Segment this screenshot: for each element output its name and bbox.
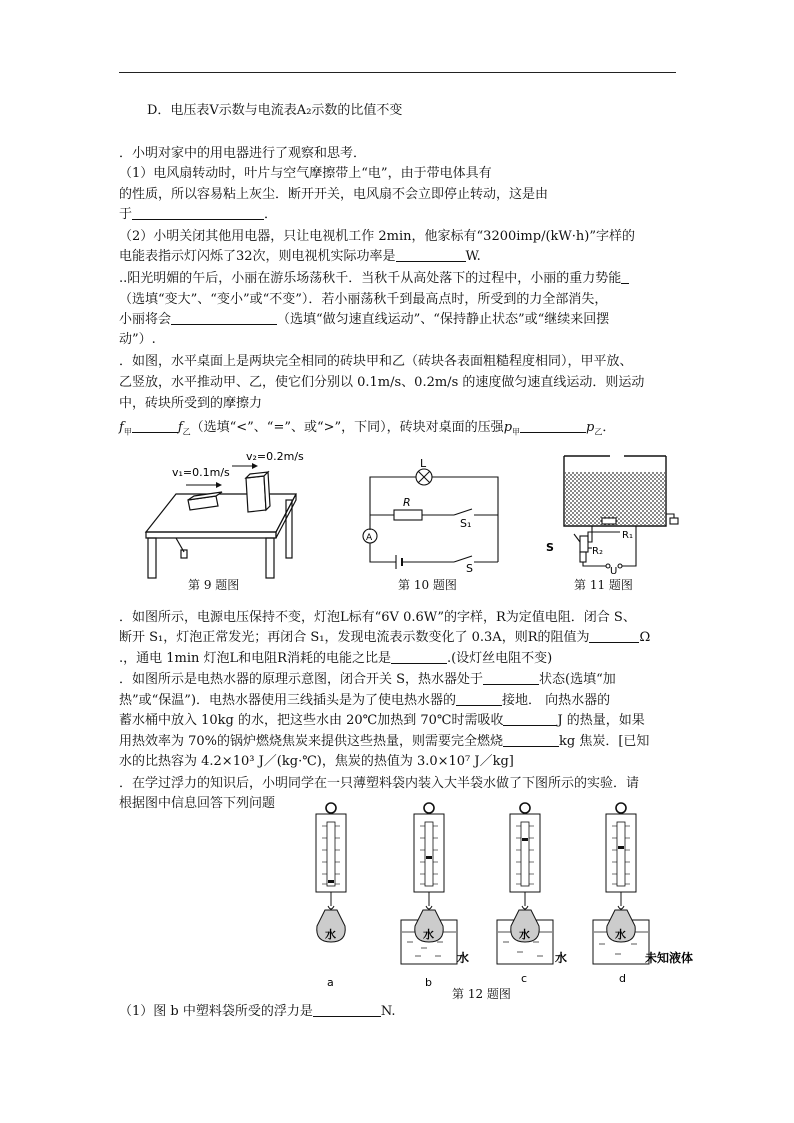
- figure-12-caption: 第 12 题图: [452, 987, 511, 1001]
- figure-10: [350, 455, 510, 575]
- svg-text:水: 水: [325, 928, 336, 941]
- answer-blank[interactable]: [503, 713, 557, 726]
- q8-part1-line1: （1）电风扇转动时，叶片与空气摩擦带上“电”，由于带电体具有: [119, 166, 492, 181]
- q9a-line4: 动”）.: [119, 332, 156, 347]
- answer-blank[interactable]: [503, 734, 559, 747]
- q11-line2: 热”或“保温”)．电热水器使用三线插头是为了使电热水器的 接地． 向热水器的: [119, 693, 611, 708]
- q10-line1: ．如图所示，电源电压保持不变，灯泡L标有“6V 0.6W”的字样，R为定值电阻．闭合 S、: [119, 610, 636, 625]
- figure-11: [540, 452, 690, 577]
- figure-10-caption: 第 10 题图: [398, 578, 457, 592]
- option-d: D．电压表Ⅴ示数与电流表A₂示数的比值不变: [147, 103, 403, 118]
- q8-part2-line2: 电能表指示灯闪烁了32次，则电视机实际功率是 W.: [119, 249, 481, 264]
- answer-blank[interactable]: [456, 693, 502, 706]
- answer-blank[interactable]: [396, 249, 466, 262]
- q9-line1: ．如图，水平桌面上是两块完全相同的砖块甲和乙（砖块各表面粗糙程度相同），甲平放、: [119, 354, 633, 369]
- q8-part1-line3: 于 ．: [119, 207, 278, 222]
- q9a-line2: （选填“变大”、“变小”或“不变”）．若小丽荡秋千到最高点时，所受到的力全部消失，: [119, 292, 608, 307]
- figure-9: [136, 452, 316, 582]
- q12-line2: 根据图中信息回答下列问题: [119, 796, 276, 811]
- q9-line4: $f_甲$ $f_乙$（选填“<”、“=”、或“>”，下同），砖块对桌面的压强$p_甲$ $p_乙$．: [119, 420, 616, 437]
- q12-part1: （1）图 b 中塑料袋所受的浮力是 N.: [119, 1004, 396, 1019]
- answer-blank[interactable]: [621, 271, 629, 284]
- svg-text:水: 水: [615, 928, 626, 941]
- q8-part1-line2: 的性质，所以容易粘上灰尘．断开开关，电风扇不会立即停止转动，这是由: [119, 187, 549, 202]
- svg-text:水: 水: [519, 928, 530, 941]
- svg-text:L: L: [420, 457, 427, 470]
- answer-blank[interactable]: [132, 420, 178, 433]
- svg-text:S: S: [466, 562, 473, 575]
- svg-text:d: d: [619, 972, 626, 985]
- figure-12: [295, 798, 715, 998]
- svg-text:R₂: R₂: [592, 546, 603, 557]
- answer-blank[interactable]: [132, 207, 264, 220]
- answer-blank[interactable]: [483, 672, 539, 685]
- q10-line2: 断开 S₁，灯泡正常发光；再闭合 S₁，发现电流表示数变化了 0.3A，则R的阻值为 Ω: [119, 630, 651, 645]
- q11-line4: 用热效率为 70%的锅炉燃烧焦炭来提供这些热量，则需要完全燃烧 kg 焦炭．[已知: [119, 734, 650, 749]
- q11-line1: ．如图所示是电热水器的原理示意图，闭合开关 S，热水器处于 状态(选填“加: [119, 672, 616, 687]
- answer-blank[interactable]: [391, 651, 447, 664]
- svg-text:U: U: [610, 566, 618, 577]
- q8-part2-line1: （2）小明关闭其他用电器，只让电视机工作 2min，他家标有“3200imp/(kW·h)”字样的: [119, 229, 635, 244]
- svg-text:b: b: [425, 976, 432, 989]
- q9-line2: 乙竖放，水平推动甲、乙，使它们分别以 0.1m/s、0.2m/s 的速度做匀速直线运动．则运动: [119, 375, 645, 390]
- q11-line5: 水的比热容为 4.2×10³ J／(kg·℃)，焦炭的热值为 3.0×10⁷ J／kg]: [119, 754, 514, 769]
- svg-text:R: R: [403, 496, 411, 509]
- v2-label: v₂=0.2m/s: [246, 452, 304, 463]
- svg-text:R₁: R₁: [622, 530, 633, 541]
- answer-blank[interactable]: [589, 630, 639, 643]
- svg-text:水: 水: [457, 951, 470, 965]
- svg-text:c: c: [521, 972, 528, 985]
- svg-text:未知液体: 未知液体: [645, 951, 694, 965]
- q8-intro: ．小明对家中的用电器进行了观察和思考．: [119, 146, 367, 161]
- answer-blank[interactable]: [520, 420, 586, 433]
- figure-11-caption: 第 11 题图: [574, 578, 633, 592]
- answer-blank[interactable]: [313, 1004, 381, 1017]
- q12-line1: ．在学过浮力的知识后，小明同学在一只薄塑料袋内装入大半袋水做了下图所示的实验．请: [119, 776, 640, 791]
- q9a-line3: 小丽将会 （选填“做匀速直线运动”、“保持静止状态”或“继续来回摆: [119, 312, 610, 327]
- answer-blank[interactable]: [171, 312, 277, 325]
- svg-text:a: a: [327, 976, 334, 989]
- header-rule: [119, 72, 676, 73]
- svg-text:A: A: [366, 533, 373, 543]
- q9a-line1: ..阳光明媚的午后，小丽在游乐场荡秋千．当秋千从高处落下的过程中，小丽的重力势能: [119, 271, 629, 287]
- v1-label: v₁=0.1m/s: [172, 466, 230, 479]
- q10-line3: .，通电 1min 灯泡L和电阻R消耗的电能之比是 .(设灯丝电阻不变): [119, 651, 553, 666]
- svg-text:S₁: S₁: [460, 517, 472, 530]
- svg-text:水: 水: [423, 928, 434, 941]
- q11-line3: 蓄水桶中放入 10kg 的水，把这些水由 20℃加热到 70℃时需吸收 J 的热量，如果: [119, 713, 645, 728]
- figure-9-caption: 第 9 题图: [188, 578, 240, 592]
- q9-line3: 中，砖块所受到的摩擦力: [119, 396, 263, 411]
- svg-text:S: S: [546, 541, 554, 554]
- svg-text:水: 水: [555, 951, 568, 965]
